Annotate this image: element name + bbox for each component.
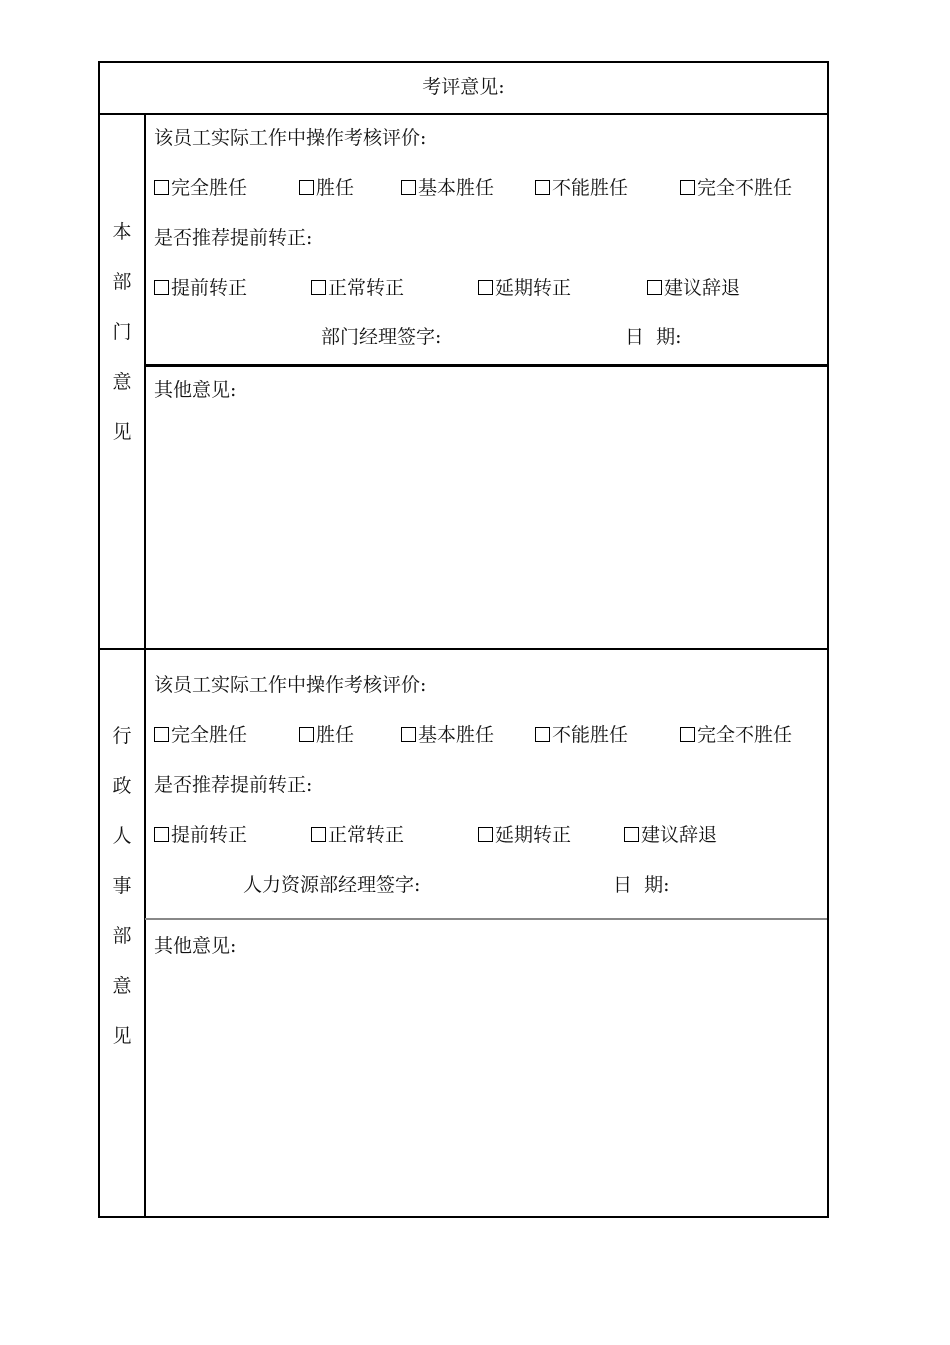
checkbox-icon[interactable] — [478, 280, 493, 295]
checkbox-icon[interactable] — [299, 727, 314, 742]
checkbox-icon[interactable] — [680, 180, 695, 195]
dept-promote-option[interactable]: 提前转正 — [154, 276, 247, 300]
checkbox-icon[interactable] — [154, 827, 169, 842]
section-divider — [100, 648, 827, 650]
checkbox-icon[interactable] — [535, 180, 550, 195]
checkbox-icon[interactable] — [401, 727, 416, 742]
dept-eval-option[interactable]: 完全不胜任 — [680, 176, 792, 200]
hr-promote-option[interactable]: 延期转正 — [478, 823, 571, 847]
hr-side-char: 人 — [112, 825, 132, 847]
hr-other-label: 其他意见: — [154, 935, 237, 957]
checkbox-icon[interactable] — [154, 180, 169, 195]
dept-promote-option[interactable]: 建议辞退 — [647, 276, 740, 300]
hr-side-char: 事 — [112, 875, 132, 897]
dept-side-char: 门 — [112, 321, 132, 343]
hr-eval-option[interactable]: 不能胜任 — [535, 723, 628, 747]
hr-promote-option[interactable]: 建议辞退 — [624, 823, 717, 847]
hr-eval-option[interactable]: 胜任 — [299, 723, 354, 747]
checkbox-icon[interactable] — [154, 727, 169, 742]
hr-eval-option[interactable]: 完全不胜任 — [680, 723, 792, 747]
checkbox-icon[interactable] — [154, 280, 169, 295]
evaluation-form — [98, 61, 829, 1218]
checkbox-icon[interactable] — [680, 727, 695, 742]
dept-side-char: 意 — [112, 371, 132, 393]
hr-side-char: 意 — [112, 975, 132, 997]
checkbox-icon[interactable] — [647, 280, 662, 295]
checkbox-icon[interactable] — [535, 727, 550, 742]
dept-side-char: 本 — [112, 221, 132, 243]
checkbox-icon[interactable] — [401, 180, 416, 195]
hr-side-char: 部 — [112, 925, 132, 947]
hr-date-label: 日 期: — [613, 874, 670, 896]
checkbox-icon[interactable] — [311, 280, 326, 295]
dept-side-char: 见 — [112, 421, 132, 443]
checkbox-icon[interactable] — [624, 827, 639, 842]
dept-side-char: 部 — [112, 271, 132, 293]
hr-eval-option[interactable]: 完全胜任 — [154, 723, 247, 747]
hr-inner-divider — [145, 918, 827, 920]
dept-other-label: 其他意见: — [154, 379, 237, 401]
header-divider — [100, 113, 827, 115]
hr-promote-option[interactable]: 提前转正 — [154, 823, 247, 847]
hr-eval-prompt: 该员工实际工作中操作考核评价: — [154, 674, 427, 696]
dept-eval-option[interactable]: 基本胜任 — [401, 176, 494, 200]
dept-date-label: 日 期: — [625, 326, 682, 348]
dept-eval-option[interactable]: 胜任 — [299, 176, 354, 200]
hr-promote-option[interactable]: 正常转正 — [311, 823, 404, 847]
dept-inner-divider — [145, 364, 827, 367]
hr-eval-option[interactable]: 基本胜任 — [401, 723, 494, 747]
hr-side-char: 政 — [112, 775, 132, 797]
dept-eval-option[interactable]: 不能胜任 — [535, 176, 628, 200]
dept-signature-label: 部门经理签字: — [321, 326, 442, 348]
dept-eval-prompt: 该员工实际工作中操作考核评价: — [154, 127, 427, 149]
checkbox-icon[interactable] — [311, 827, 326, 842]
hr-side-char: 行 — [112, 725, 132, 747]
form-title: 考评意见: — [422, 76, 505, 98]
hr-side-char: 见 — [112, 1025, 132, 1047]
hr-signature-label: 人力资源部经理签字: — [243, 874, 421, 896]
dept-promote-option[interactable]: 延期转正 — [478, 276, 571, 300]
checkbox-icon[interactable] — [478, 827, 493, 842]
dept-promote-prompt: 是否推荐提前转正: — [154, 227, 313, 249]
side-column-divider — [144, 114, 146, 1216]
dept-eval-option[interactable]: 完全胜任 — [154, 176, 247, 200]
hr-promote-prompt: 是否推荐提前转正: — [154, 774, 313, 796]
dept-promote-option[interactable]: 正常转正 — [311, 276, 404, 300]
checkbox-icon[interactable] — [299, 180, 314, 195]
